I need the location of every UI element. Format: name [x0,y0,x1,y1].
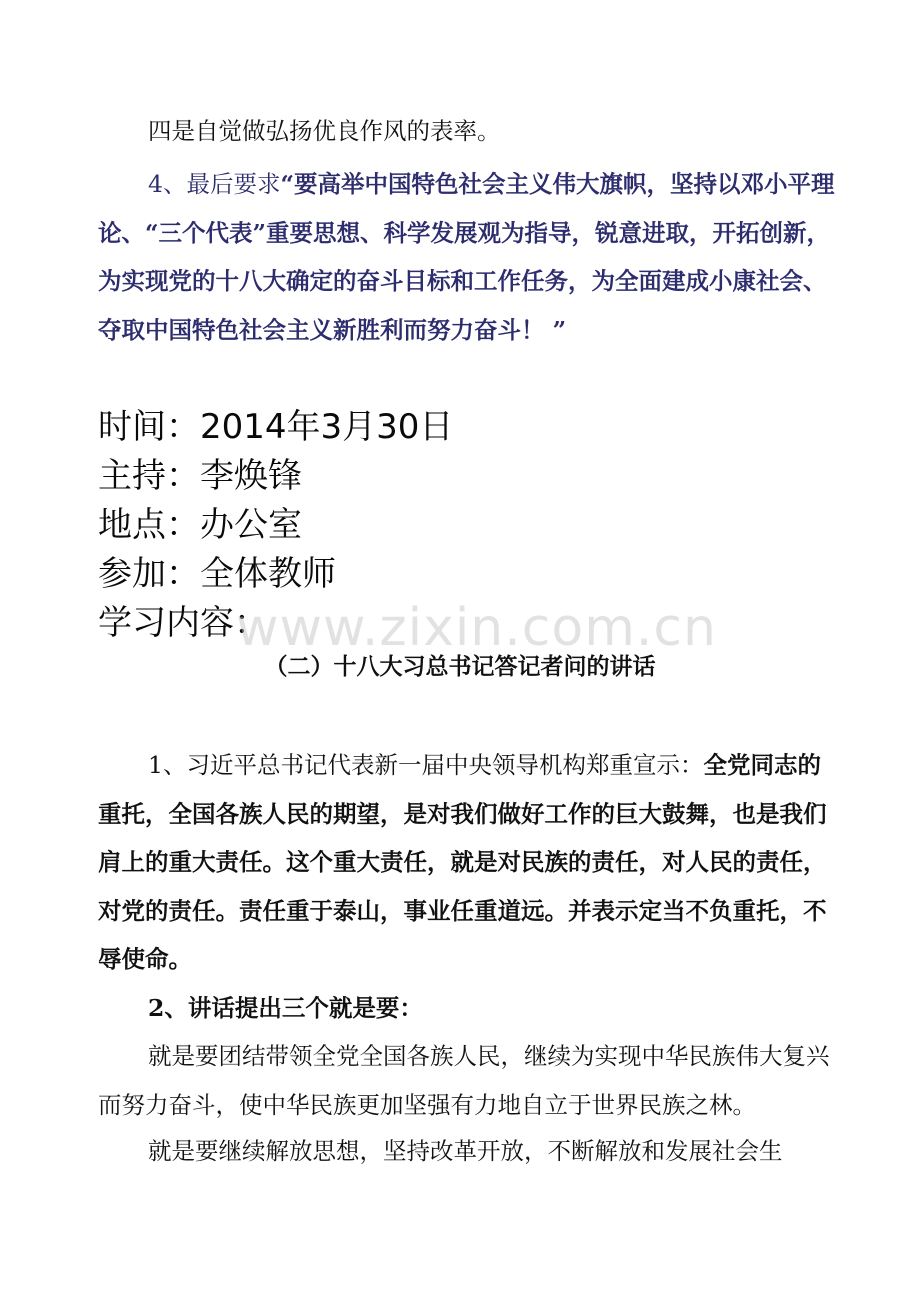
item-two-text: 2、讲话提出三个就是要： [148,994,423,1022]
item-one-body: 全党同志的重托，全国各族人民的期望，是对我们做好工作的巨大鼓舞，也是我们肩上的重大责任。这个重大责任，就是对民族的责任，对人民的责任，对党的责任。责任重于泰山，事业任重道远。并表示定当不负重托，不辱使命。 [98,751,827,973]
final-requirement-paragraph [98,160,838,354]
jiushiyao-one-text: 就是要团结带领全党全国各族人民，继续为实现中华民族伟大复兴而努力奋斗，使中华民族更加坚强有力地自立于世界民族之林。 [98,1042,830,1119]
jiushiyao-paragraph-one [98,1032,838,1129]
meeting-time: 时间：2014年3月30日 [98,407,454,447]
paragraph-four-text: 四是自觉做弘扬优良作风的表率。 [148,117,501,145]
item-one-prefix: 1、习近平总书记代表新一届中央领导机构郑重宣示： [148,751,704,779]
paragraph-four [98,107,838,156]
section-subtitle: （二）十八大习总书记答记者问的讲话 [264,653,656,680]
item-one-paragraph [98,741,838,984]
meeting-place: 地点：办公室 [98,505,302,545]
final-requirement-quote: “要高举中国特色社会主义伟大旗帜，坚持以邓小平理论、“三个代表”重要思想、科学发展观为指导，锐意进取，开拓创新，为实现党的十八大确定的奋斗目标和工作任务，为全面建成小康社会、夺取中国特色社会主义新胜利而努力奋斗！ ” [98,170,835,344]
study-content-label: 学习内容： [98,603,268,643]
meeting-attendees: 参加：全体教师 [98,554,336,594]
jiushiyao-paragraph-two [98,1127,838,1176]
jiushiyao-two-text: 就是要继续解放思想，坚持改革开放，不断解放和发展社会生 [148,1137,783,1165]
final-requirement-prefix: 4、最后要求 [148,170,281,198]
meeting-host: 主持：李焕锋 [98,456,302,496]
watermark: www.zixin.com.cn [236,598,717,658]
item-two-heading [98,984,838,1033]
